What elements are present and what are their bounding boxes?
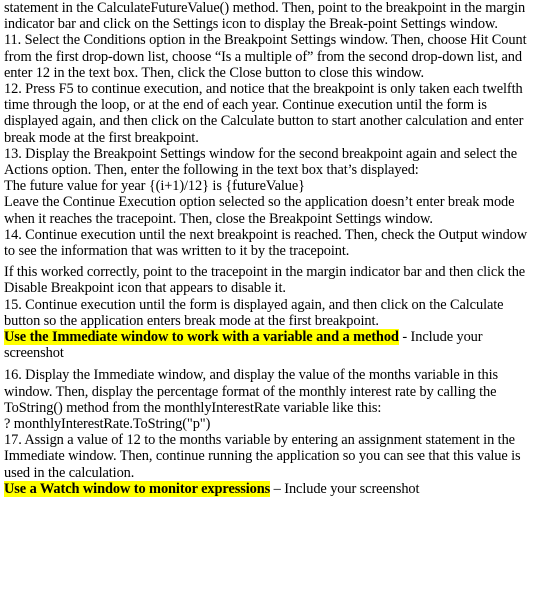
paragraph-step-11: 11. Select the Conditions option in the Breakpoint Settings window. Then, choose Hit Count from the first drop-down list, choose “Is a multiple of” from the second drop-down list, and enter 12 in the text box. Then, click the Close button to close this window. <box>4 32 527 81</box>
heading-highlight-immediate: Use the Immediate window to work with a variable and a method <box>4 329 399 346</box>
paragraph-step-16: 16. Display the Immediate window, and display the value of the months variable in this window. Then, display the percentage format of the monthly interest rate by calling the ToString() method from the monthlyInterestRate variable like this: <box>4 367 499 416</box>
paragraph-step-14: 14. Continue execution until the next breakpoint is reached. Then, check the Output window to see the information that was written to it by the tracepoint. <box>4 226 528 260</box>
paragraph-step-10-continued: statement in the CalculateFutureValue() method. Then, point to the breakpoint in the margin indicator bar and click on the Settings icon to display the Break-point Settings window. <box>4 0 526 33</box>
paragraph-step-12: 12. Press F5 to continue execution, and notice that the breakpoint is only taken each twelfth time through the loop, or at the end of each year. Continue execution until the form is displayed again, and then click on the Calculate button to start another calculation and enter break mode at the first breakpoint. <box>4 81 524 146</box>
document-body <box>4 0 540 497</box>
tracepoint-message: The future value for year {(i+1)/12} is {futureValue} <box>4 178 305 195</box>
code-line-tostring: ? monthlyInterestRate.ToString("p") <box>4 416 211 433</box>
paragraph-step-17: 17. Assign a value of 12 to the months variable by entering an assignment statement in the Immediate window. Then, continue running the application so you can see that this value is used in the calculation. <box>4 432 521 481</box>
section-heading-watch-window <box>4 481 540 497</box>
paragraph-step-15: 15. Continue execution until the form is displayed again, and then click on the Calculate button so the application enters break mode at the first breakpoint. <box>4 296 504 329</box>
paragraph-disable-tracepoint: If this worked correctly, point to the tracepoint in the margin indicator bar and then click the Disable Breakpoint icon that appears to disable it. <box>4 264 526 297</box>
heading-suffix-watch: – Include your screenshot <box>270 480 420 497</box>
paragraph-step-13: 13. Display the Breakpoint Settings window for the second breakpoint again and select the Actions option. Then, enter the following in the text box that’s displayed: <box>4 145 518 179</box>
section-heading-immediate-window <box>4 329 540 361</box>
heading-highlight-watch: Use a Watch window to monitor expressions <box>4 480 271 497</box>
paragraph-step-13-continued: Leave the Continue Execution option selected so the application doesn’t enter break mode when it reaches the tracepoint. Then, close the Breakpoint Settings window. <box>4 194 515 227</box>
heading-suffix-immediate: - Include your screenshot <box>4 329 483 362</box>
